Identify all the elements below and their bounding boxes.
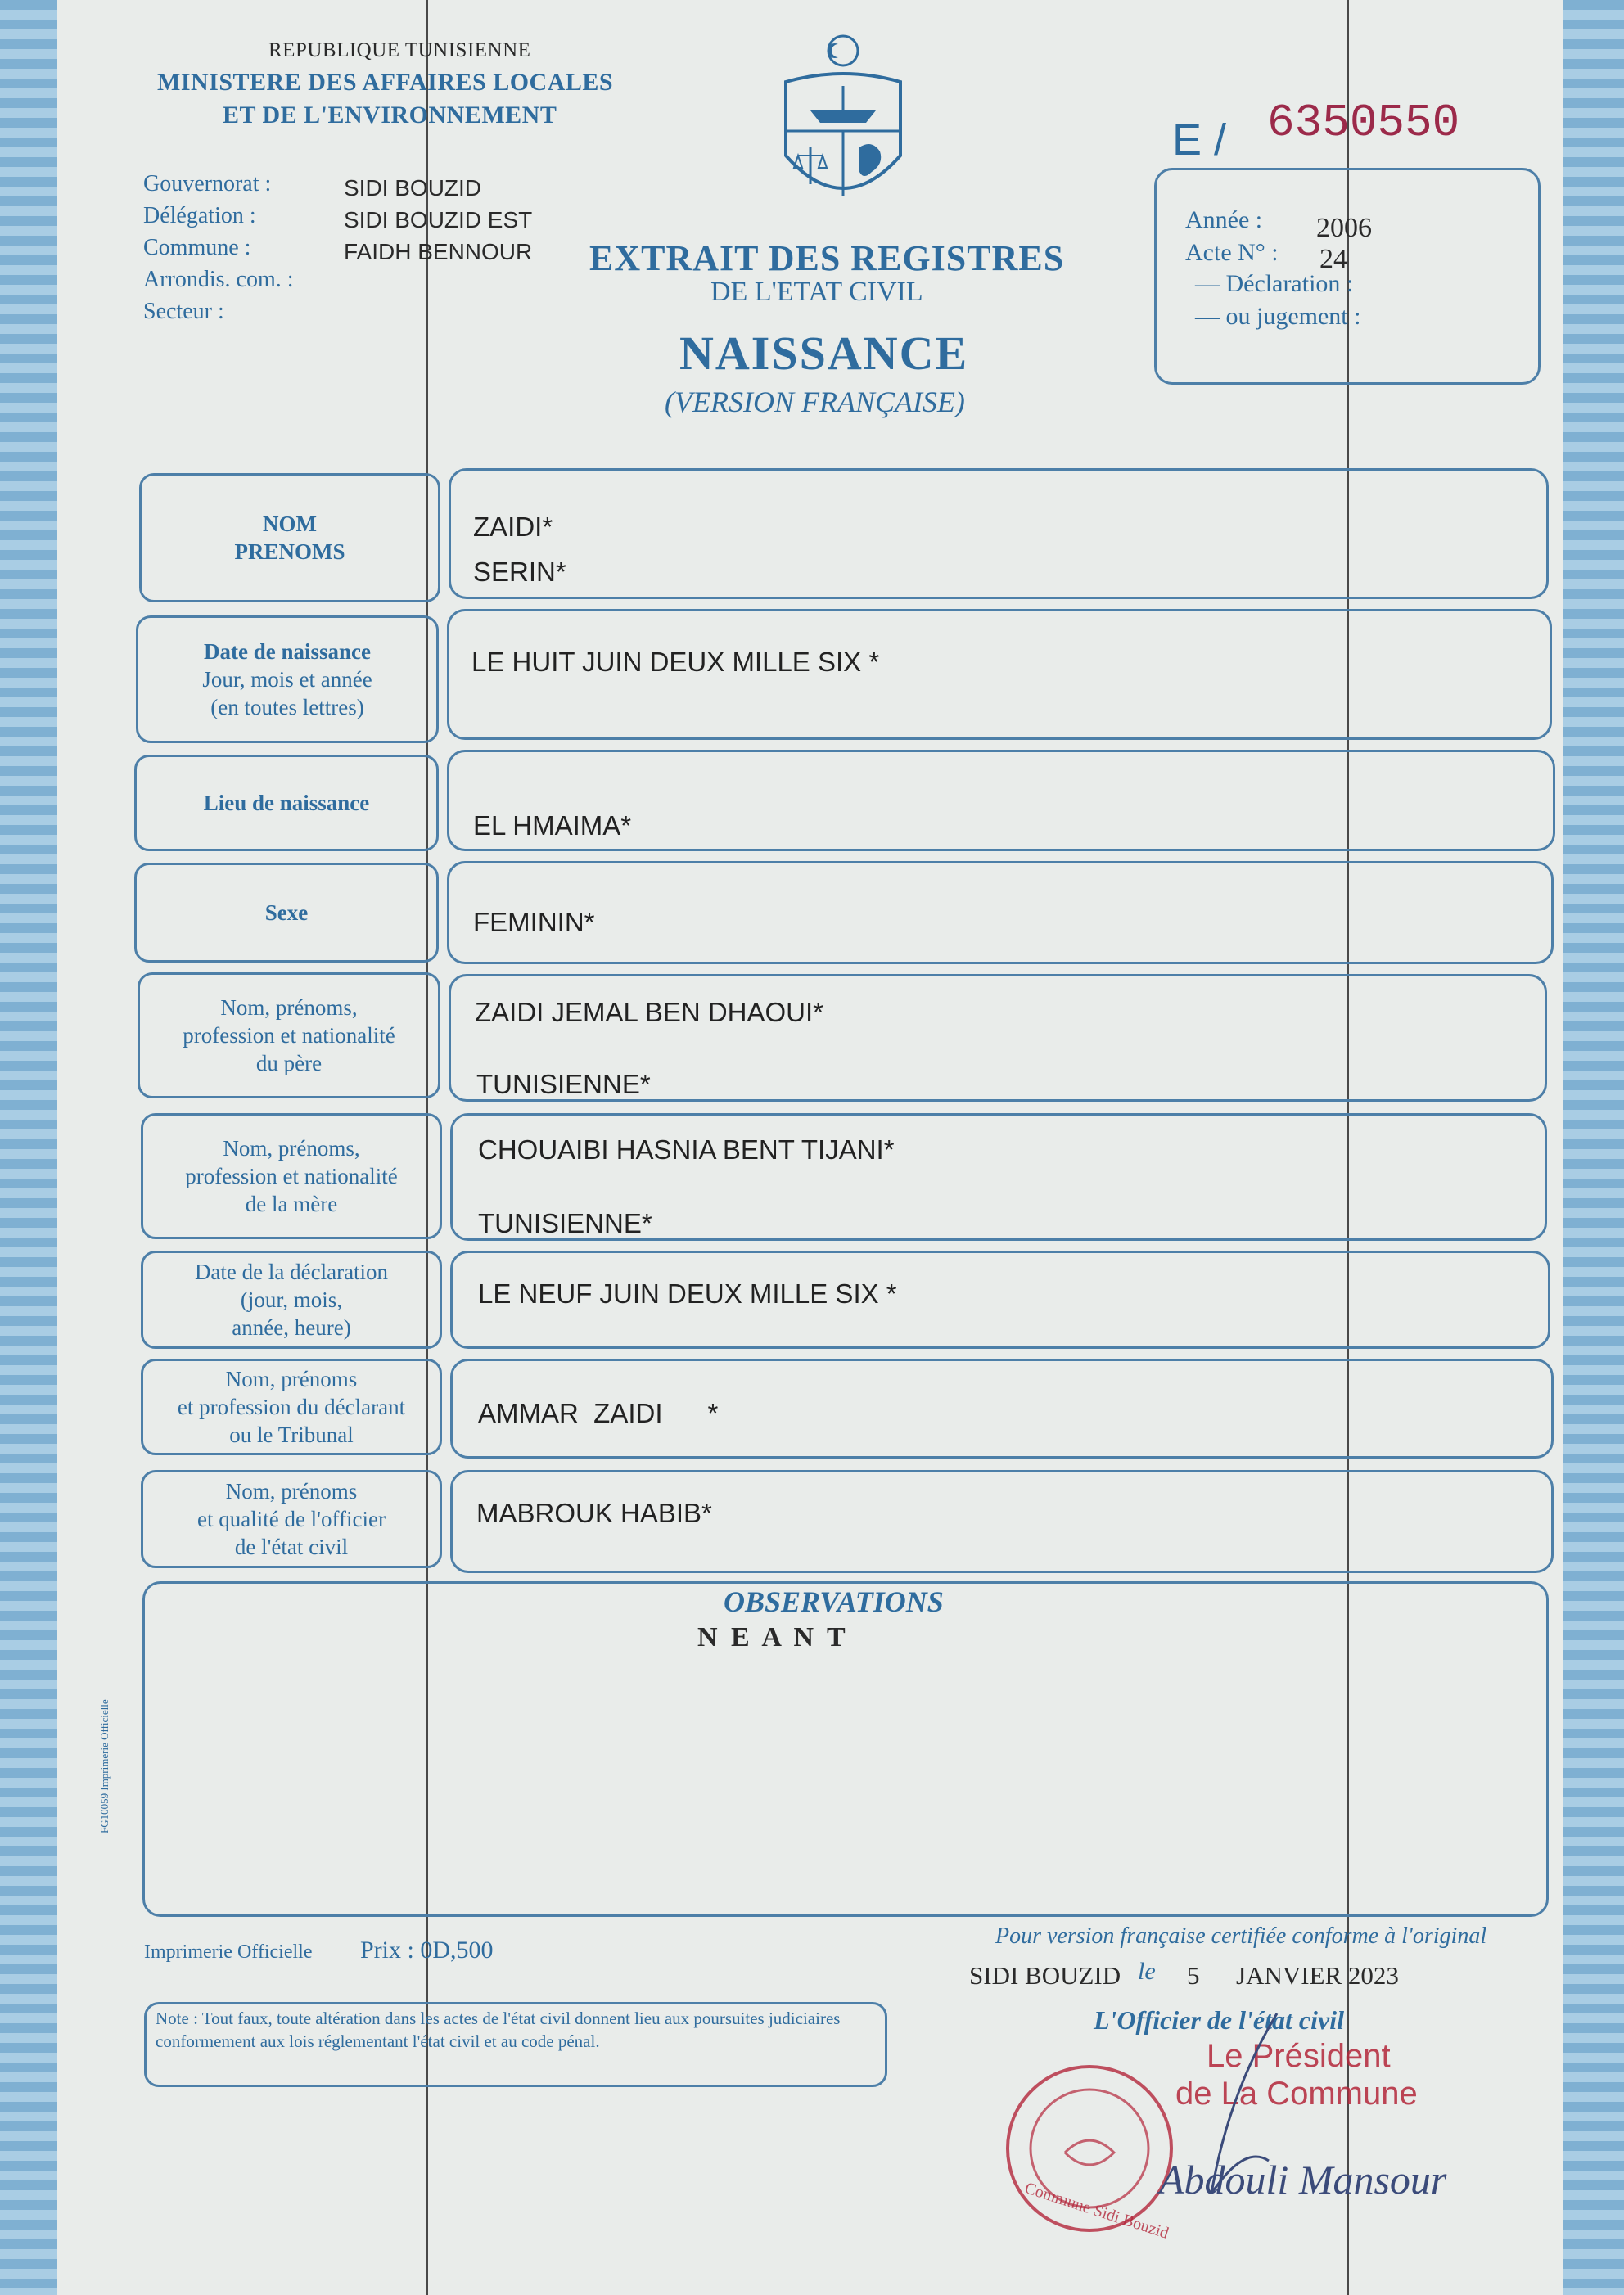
gouvernorat-label: Gouvernorat :	[143, 171, 272, 196]
declarant-label2: et profession du déclarant	[177, 1395, 406, 1419]
officier-label-box	[141, 1470, 442, 1568]
delegation-label: Délégation :	[143, 203, 256, 228]
secteur-label: Secteur :	[143, 299, 224, 324]
annee-label: Année :	[1185, 206, 1263, 233]
mere-nationality-value: TUNISIENNE*	[478, 1208, 652, 1238]
date-naissance-value: LE HUIT JUIN DEUX MILLE SIX *	[471, 647, 880, 677]
officier-value: MABROUK HABIB*	[476, 1498, 712, 1528]
pere-name-value: ZAIDI JEMAL BEN DHAOUI*	[475, 997, 824, 1027]
lieu-naissance-label-box	[134, 755, 439, 851]
officer-signature: Abdouli Mansour	[1159, 2157, 1447, 2203]
tunisia-coat-of-arms-icon	[778, 33, 909, 221]
annee-value: 2006	[1316, 213, 1372, 243]
sexe-value: FEMININ*	[473, 907, 595, 937]
officier-label1: Nom, prénoms	[225, 1479, 358, 1504]
document-type-title: NAISSANCE	[679, 327, 969, 380]
admin-values	[344, 172, 532, 268]
printer-label: Imprimerie Officielle	[144, 1941, 313, 1963]
declaration-label: — Déclaration :	[1195, 270, 1354, 297]
declarant-label-box	[141, 1359, 442, 1455]
date-declaration-label-box	[141, 1251, 442, 1349]
president-stamp-line2: de La Commune	[1175, 2076, 1418, 2112]
mere-name-value: CHOUAIBI HASNIA BENT TIJANI*	[478, 1134, 895, 1165]
declarant-label3: ou le Tribunal	[229, 1423, 354, 1447]
jugement-label: — ou jugement :	[1195, 303, 1361, 330]
pere-label1: Nom, prénoms,	[220, 995, 358, 1020]
gouvernorat-value: SIDI BOUZID	[344, 175, 482, 201]
commune-value: FAIDH BENNOUR	[344, 239, 533, 264]
ministry-line1: MINISTERE DES AFFAIRES LOCALES	[157, 69, 614, 96]
legal-note-text: Note : Tout faux, toute altération dans les actes de l'état civil donnent lieu aux poursuites judiciaires conformement aux lois réglementant l'état civil et au code pénal.	[156, 2009, 841, 2051]
observations-label: OBSERVATIONS	[724, 1585, 944, 1618]
mere-label3: de la mère	[245, 1192, 338, 1216]
date-naissance-label-box	[136, 615, 439, 743]
date-declaration-value: LE NEUF JUIN DEUX MILLE SIX *	[478, 1278, 897, 1309]
nom-label: NOM	[263, 512, 317, 536]
delegation-value: SIDI BOUZID EST	[344, 207, 533, 232]
officer-title: L'Officier de l'état civil	[1094, 2005, 1344, 2035]
seal-text: Commune Sidi Bouzid	[1022, 2179, 1171, 2243]
nom-prenoms-label-box	[139, 473, 440, 602]
observations-value: N E A N T	[697, 1622, 849, 1652]
admin-labels	[143, 168, 294, 327]
date-naissance-sublabel2: (en toutes lettres)	[210, 695, 364, 719]
pere-label3: du père	[255, 1051, 323, 1075]
serial-prefix: E /	[1172, 115, 1227, 165]
issue-month-year: JANVIER 2023	[1236, 1961, 1399, 1990]
mere-label-box	[141, 1113, 442, 1239]
title-line2: DE L'ETAT CIVIL	[710, 277, 923, 307]
pere-label-box	[138, 972, 440, 1098]
date-naissance-label: Date de naissance	[204, 639, 371, 664]
acte-number-value: 24	[1320, 244, 1347, 274]
prenoms-label: PRENOMS	[234, 539, 345, 564]
issue-place: SIDI BOUZID	[969, 1961, 1121, 1990]
sexe-label: Sexe	[264, 900, 309, 925]
president-stamp-line1: Le Président	[1207, 2038, 1391, 2074]
serial-number: 6350550	[1267, 97, 1460, 149]
pere-label2: profession et nationalité	[183, 1023, 395, 1048]
republic-heading: REPUBLIQUE TUNISIENNE	[268, 39, 531, 61]
ministry-line2: ET DE L'ENVIRONNEMENT	[223, 101, 557, 129]
nom-value: ZAIDI*	[473, 512, 553, 542]
date-declaration-label1: Date de la déclaration	[194, 1260, 389, 1284]
price-label: Prix : 0D,500	[360, 1937, 494, 1964]
nom-prenoms-value-box	[449, 468, 1549, 599]
mere-label1: Nom, prénoms,	[223, 1136, 360, 1161]
le-label: le	[1138, 1958, 1156, 1985]
prenom-value: SERIN*	[473, 557, 566, 587]
mere-label2: profession et nationalité	[185, 1164, 398, 1188]
commune-label: Commune :	[143, 235, 251, 260]
certified-conform-text: Pour version française certifiée conforme à l'original	[995, 1923, 1487, 1949]
lieu-naissance-label: Lieu de naissance	[203, 791, 370, 815]
signature-stroke-icon	[1179, 1997, 1310, 2210]
officier-label2: et qualité de l'officier	[196, 1507, 386, 1531]
officier-label3: de l'état civil	[234, 1535, 349, 1559]
sexe-value-box	[447, 861, 1554, 964]
title-line1: EXTRAIT DES REGISTRES	[589, 238, 1065, 278]
date-declaration-label2: (jour, mois,	[240, 1287, 343, 1312]
pere-nationality-value: TUNISIENNE*	[476, 1069, 651, 1099]
declarant-value: AMMAR ZAIDI *	[478, 1398, 719, 1428]
date-declaration-label3: année, heure)	[232, 1315, 351, 1340]
acte-number-label: Acte N° :	[1185, 239, 1279, 266]
sexe-label-box	[134, 863, 439, 963]
lieu-naissance-value: EL HMAIMA*	[473, 810, 632, 841]
arrondissement-label: Arrondis. com. :	[143, 267, 294, 292]
version-label: (VERSION FRANÇAISE)	[665, 386, 965, 418]
date-naissance-sublabel1: Jour, mois et année	[202, 667, 372, 692]
issue-day: 5	[1187, 1961, 1200, 1990]
declarant-label1: Nom, prénoms	[225, 1367, 358, 1391]
printer-side-code: FG10059 Imprimerie Officielle	[98, 1699, 111, 1833]
